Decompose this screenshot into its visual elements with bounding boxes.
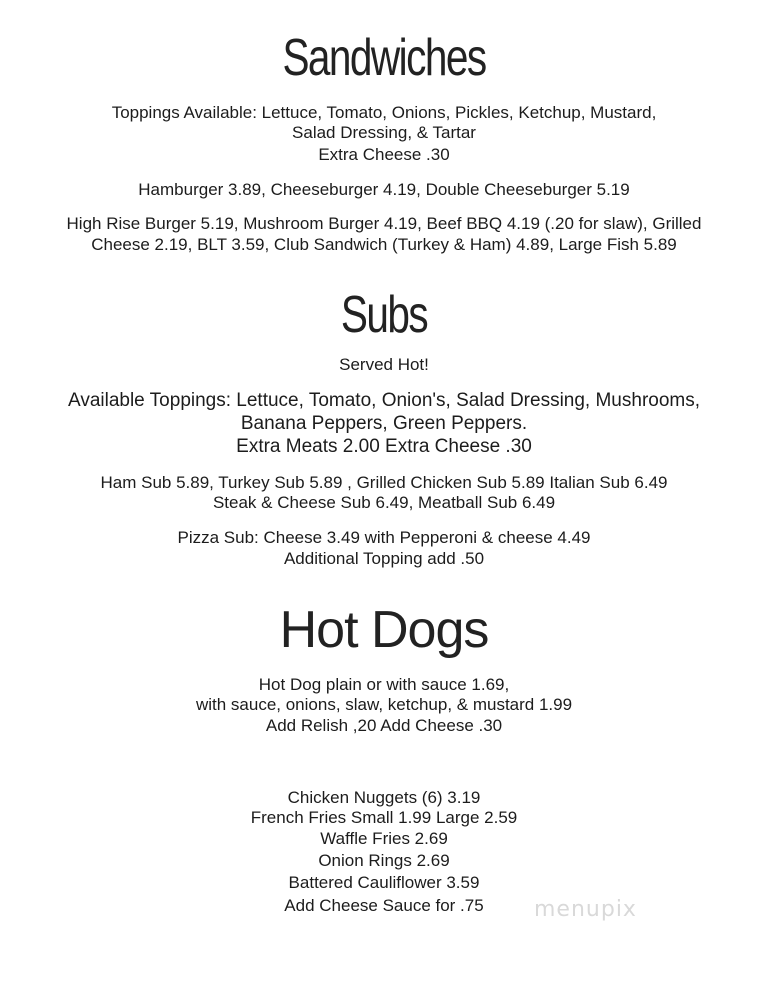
side-battered-cauliflower: Battered Cauliflower 3.59 — [288, 873, 480, 892]
side-french-fries: French Fries Small 1.99 Large 2.59 — [250, 808, 518, 827]
side-cheese-sauce: Add Cheese Sauce for .75 — [284, 896, 484, 915]
pizza-sub-topping: Additional Topping add .50 — [283, 549, 485, 568]
side-chicken-nuggets: Chicken Nuggets (6) 3.19 — [287, 788, 481, 807]
sandwiches-toppings-line-2: Salad Dressing, & Tartar — [292, 123, 476, 142]
subs-served-hot: Served Hot! — [339, 355, 429, 374]
sandwiches-specials-line-1: High Rise Burger 5.19, Mushroom Burger 4.19, Beef BBQ 4.19 (.20 for slaw), Grilled — [66, 214, 702, 233]
sandwiches-toppings-line-1: Toppings Available: Lettuce, Tomato, Onions, Pickles, Ketchup, Mustard, — [111, 103, 657, 122]
subs-heading: Subs — [340, 286, 428, 344]
hot-dog-plain: Hot Dog plain or with sauce 1.69, — [258, 675, 510, 694]
side-onion-rings: Onion Rings 2.69 — [318, 851, 450, 870]
sandwiches-heading: Sandwiches — [282, 29, 486, 87]
subs-extras: Extra Meats 2.00 Extra Cheese .30 — [236, 436, 532, 457]
sandwiches-extra-cheese: Extra Cheese .30 — [318, 145, 450, 164]
subs-list-line-1: Ham Sub 5.89, Turkey Sub 5.89 , Grilled Chicken Sub 5.89 Italian Sub 6.49 — [100, 473, 668, 492]
hot-dog-add-ons: Add Relish ,20 Add Cheese .30 — [265, 716, 503, 735]
side-waffle-fries: Waffle Fries 2.69 — [320, 829, 448, 848]
pizza-sub-line: Pizza Sub: Cheese 3.49 with Pepperoni & cheese 4.49 — [177, 528, 591, 547]
hot-dogs-heading: Hot Dogs — [279, 601, 489, 659]
sandwiches-specials-line-2: Cheese 2.19, BLT 3.59, Club Sandwich (Turkey & Ham) 4.89, Large Fish 5.89 — [91, 235, 677, 254]
subs-toppings-line-1: Available Toppings: Lettuce, Tomato, Onion's, Salad Dressing, Mushrooms, — [67, 390, 701, 411]
subs-list-line-2: Steak & Cheese Sub 6.49, Meatball Sub 6.49 — [212, 493, 556, 512]
hot-dog-with-sauce: with sauce, onions, slaw, ketchup, & mustard 1.99 — [195, 695, 573, 714]
menupix-watermark: menupix — [534, 897, 637, 922]
sandwiches-burgers: Hamburger 3.89, Cheeseburger 4.19, Double Cheeseburger 5.19 — [138, 180, 630, 199]
subs-toppings-line-2: Banana Peppers, Green Peppers. — [240, 413, 528, 434]
